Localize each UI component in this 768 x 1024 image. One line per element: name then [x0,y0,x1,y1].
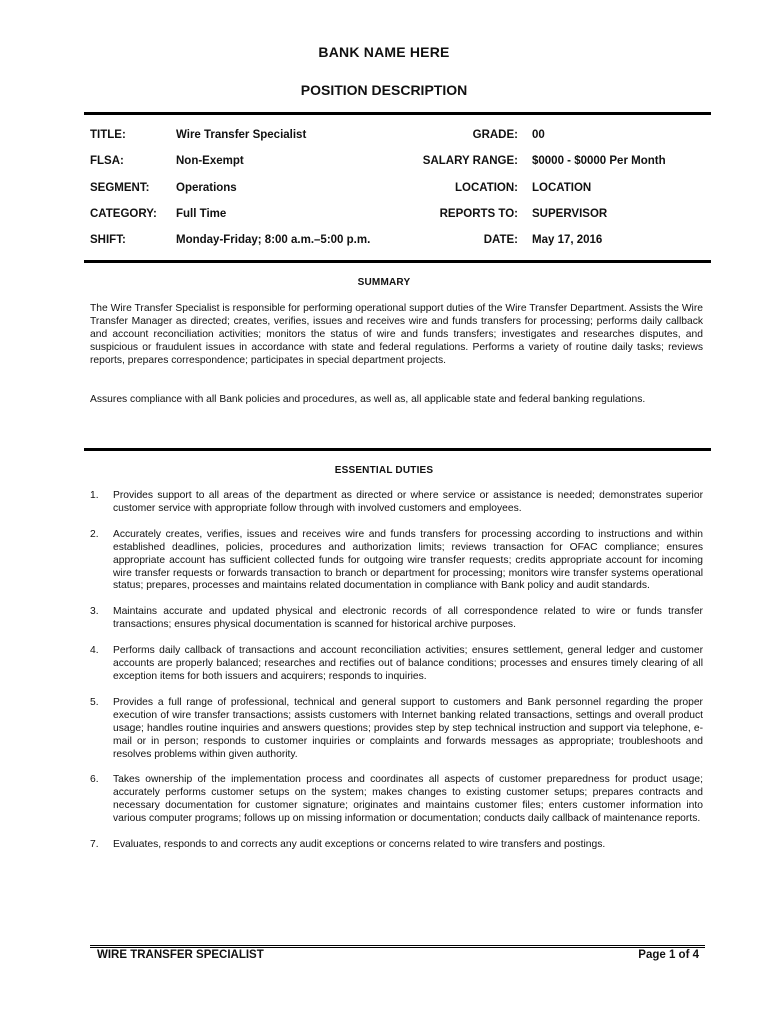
title-label: TITLE: [90,129,126,141]
summary-divider [84,448,711,451]
footer-divider [90,945,705,946]
list-item [90,839,703,852]
category-label: CATEGORY: [90,208,157,220]
list-item-number: 7. [90,839,99,851]
location-label: LOCATION: [454,182,518,194]
essential-duties-heading: ESSENTIAL DUTIES [334,465,434,476]
date-value: May 17, 2016 [532,234,603,246]
reports-to-value: SUPERVISOR [532,208,608,220]
document-title: POSITION DESCRIPTION [300,82,468,98]
list-item-text: Provides a full range of professional, technical and general support to customers and Bank personnel regarding the proper execution of wire transfer transactions; assists customers with Internet banking related transactions, settings and overall product usage; handles routine inquiries and answers questions; provides step by step technical instruction and support via telephone, e-mail or in person; responds to customer inquiries or complaints and forwards messages as appropriate; troubleshoots and resolves problems within given authority. [113,696,703,760]
list-item-text: Maintains accurate and updated physical and electronic records of all correspondence related to wire or funds transfer transactions; ensures physical documentation is scanned for historical archive purposes. [113,606,703,631]
shift-label: SHIFT: [90,234,126,246]
list-item [90,697,703,762]
grade-label: GRADE: [472,129,518,141]
segment-value: Operations [176,182,237,194]
compliance-paragraph: Assures compliance with all Bank policies and procedures, as well as, all applicable state and federal banking regulations. [90,394,646,405]
reports-to-label: REPORTS TO: [439,208,518,220]
list-item [90,606,703,632]
date-label: DATE: [483,234,518,246]
list-item-text: Accurately creates, verifies, issues and receives wire and funds transfers for processing according to instructions and within established deadlines, policies, procedures and authorization limits; reviews transaction for OFAC compliance; ensures appropriate account has sufficient collected funds for outgoing wire transfer requests; credits appropriate account for incoming wire transfer requests or forwards transaction to branch or department for processing; monitors wire transfer systems operational status; prepares, processes and maintains related documentation in compliance with Bank policy and audit standards. [113,528,703,592]
shift-value: Monday-Friday; 8:00 a.m.–5:00 p.m. [176,234,371,246]
header-divider [84,112,711,115]
list-item-number: 6. [90,774,99,786]
list-item-number: 3. [90,606,99,618]
list-item-text: Provides support to all areas of the department as directed or where service or assistance is needed; demonstrates superior customer service with appropriate follow through with involved customers and employees. [113,490,703,514]
info-divider [84,260,711,263]
list-item [90,774,703,826]
list-item-number: 2. [90,528,99,540]
list-item [90,645,703,684]
footer-divider-secondary [90,947,705,948]
salary-range-value: $0000 - $0000 Per Month [532,155,666,167]
page-number: Page 1 of 4 [638,949,699,961]
list-item [90,490,703,516]
list-item-number: 4. [90,645,99,657]
bank-name: BANK NAME HERE [318,44,450,60]
title-value: Wire Transfer Specialist [176,129,307,141]
list-item-number: 1. [90,490,99,501]
list-item [90,529,703,594]
flsa-value: Non-Exempt [176,155,244,167]
list-item-text: Performs daily callback of transactions and account reconciliation activities; ensures settlement, general ledger and customer accounts are properly balanced; researches and rectifies out of balance conditions; processes and ensures timely clearing of all exception items for both issuers and acquirers; responds to inquiries. [113,645,703,682]
grade-value: 00 [532,129,545,141]
list-item-text: Evaluates, responds to and corrects any audit exceptions or concerns related to wire transfers and postings. [113,839,606,851]
duties-list [90,490,703,865]
salary-range-label: SALARY RANGE: [422,155,518,167]
list-item-text: Takes ownership of the implementation process and coordinates all aspects of customer preparedness for product usage; accurately performs customer setups on the system; makes changes to existing customer setups; prepares contracts and necessary documentation for customer signature; originates and maintains customer files; enters customer information into various computer programs; follows up on missing information or documentation; conducts daily callback of maintenance reports. [113,774,703,825]
list-item-number: 5. [90,696,99,708]
category-value: Full Time [176,208,227,220]
segment-label: SEGMENT: [90,182,150,194]
summary-paragraph: The Wire Transfer Specialist is responsible for performing operational support duties of the Wire Transfer Department. Assists the Wire Transfer Manager as directed; creates, verifies, issues and receives wire and funds transfers for processing; performs daily callback and account reconciliation activities; monitors the status of wire and funds transfers; investigates and researches disputes, and suspicious or fraudulent issues in accordance with state and federal regulations. Performs a variety of routine daily tasks; reviews reports, prepares correspondence; participates in special department projects. [90,303,703,366]
summary-heading: SUMMARY [357,277,411,288]
footer-position-title: WIRE TRANSFER SPECIALIST [97,949,264,961]
location-value: LOCATION [532,182,592,194]
flsa-label: FLSA: [90,155,124,167]
